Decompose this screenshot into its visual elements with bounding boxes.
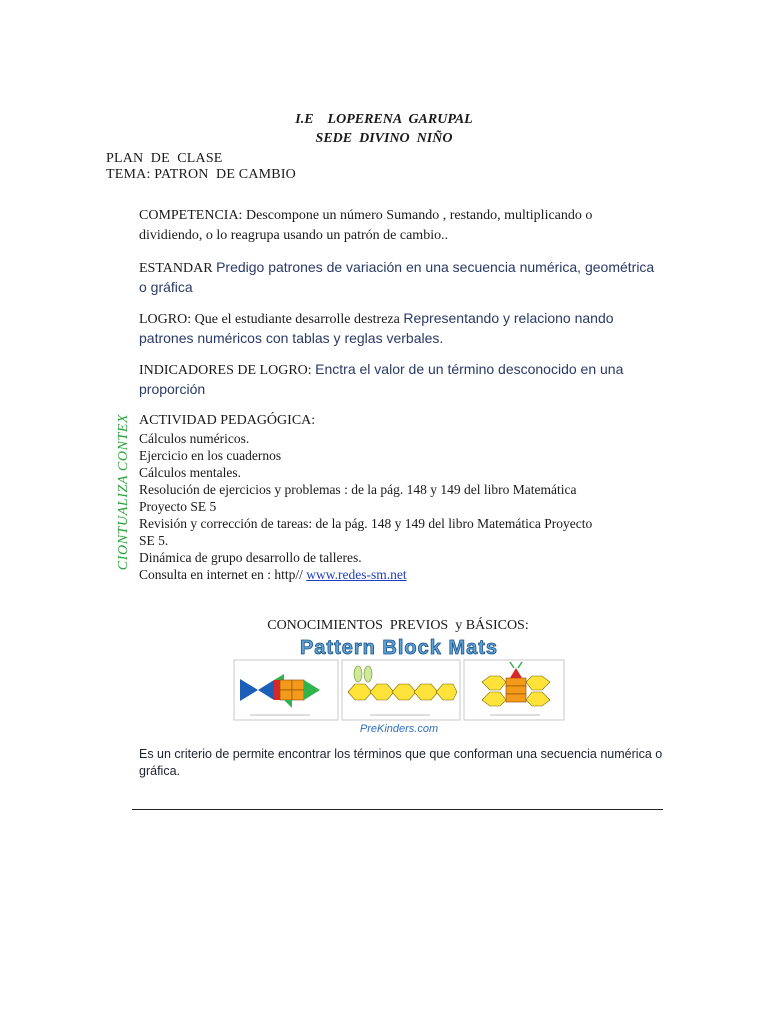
estandar-label: ESTANDAR <box>139 261 217 276</box>
indicadores-text: Enctra el valor de un término desconocido en una proporción <box>139 361 624 397</box>
logro-block <box>139 309 664 349</box>
redes-sm-link[interactable]: www.redes-sm.net <box>306 567 407 582</box>
actividad-block <box>139 412 669 583</box>
list-item: Ejercicio en los cuadernos <box>139 448 282 463</box>
list-item: Cálculos numéricos. <box>139 431 250 446</box>
pattern-block-mats-image <box>230 634 568 738</box>
mat-butterfly-card <box>464 660 564 720</box>
consulta-prefix: Consulta en internet en : http// <box>139 567 307 582</box>
indicadores-label: INDICADORES DE LOGRO: <box>139 363 316 378</box>
actividad-title: ACTIVIDAD PEDAGÓGICA: <box>139 413 316 428</box>
prekinders-footer: PreKinders.com <box>359 723 439 735</box>
logro-text-sans: Representando y relaciono nando patrones numéricos con tablas y reglas verbales. <box>139 310 614 346</box>
competencia-text-line1: Descompone un número Sumando , restando, multiplicando o <box>245 208 593 223</box>
list-item: SE 5. <box>139 533 169 548</box>
divider-line <box>132 809 663 810</box>
estandar-text: Predigo patrones de variación en una secuencia numérica, geométrica o gráfica <box>139 259 655 295</box>
side-vertical-text: CIONTUALIZA CONTEX <box>116 413 131 571</box>
list-item: Cálculos mentales. <box>139 465 241 480</box>
plan-label: PLAN DE CLASE <box>106 151 223 166</box>
banner-text: Pattern Block Mats <box>299 637 499 659</box>
competencia-label: COMPETENCIA: <box>139 208 246 223</box>
competencia-block <box>139 206 664 246</box>
definition-text: Es un criterio de permite encontrar los términos que que conforman una secuencia numérica o gráfica. <box>139 747 663 778</box>
list-item: Proyecto SE 5 <box>139 499 217 514</box>
tema-label: TEMA: PATRON DE CAMBIO <box>106 167 296 182</box>
competencia-text-line2: dividiendo, o lo reagrupa usando un patrón de cambio.. <box>139 228 449 243</box>
side-vertical-label <box>113 403 135 581</box>
pattern-block-mats-illustration <box>230 634 568 738</box>
conocimientos-title: CONOCIMIENTOS PREVIOS y BÁSICOS: <box>267 618 529 633</box>
consulta-line <box>139 566 669 583</box>
logro-text-serif: Que el estudiante desarrolle destreza <box>194 312 404 327</box>
school-name: I.E LOPERENA GARUPAL <box>295 112 473 127</box>
list-item: Resolución de ejercicios y problemas : de la pág. 148 y 149 del libro Matemática <box>139 482 577 497</box>
mat-caterpillar-card <box>342 660 460 720</box>
list-item: Revisión y corrección de tareas: de la pág. 148 y 149 del libro Matemática Proyecto <box>139 516 593 531</box>
school-sede: SEDE DIVINO NIÑO <box>315 131 453 146</box>
estandar-block <box>139 258 664 298</box>
logro-label: LOGRO: <box>139 312 195 327</box>
list-item: Dinámica de grupo desarrollo de talleres. <box>139 550 362 565</box>
mat-fish-card <box>234 660 338 720</box>
indicadores-block <box>139 360 664 400</box>
